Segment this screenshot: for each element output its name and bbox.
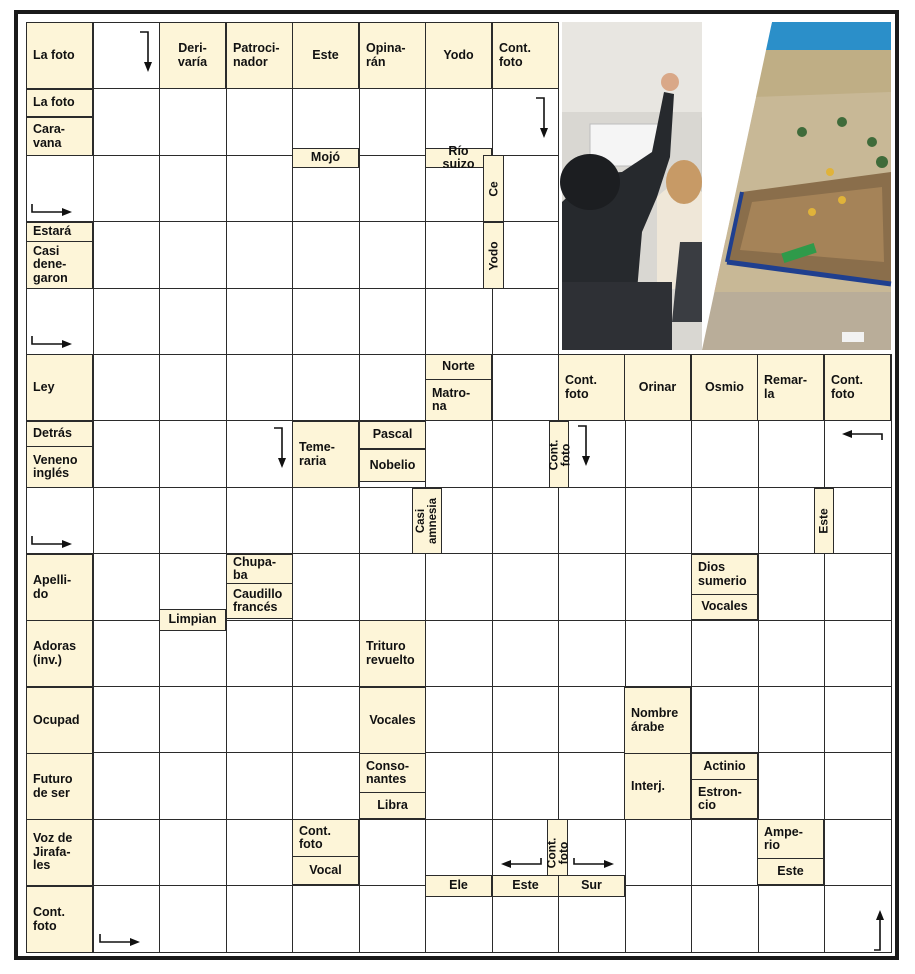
- clue-chupaba: Chupa- ba: [226, 554, 293, 584]
- answer-cell[interactable]: [292, 686, 360, 753]
- answer-cell[interactable]: [758, 553, 826, 620]
- clue-caudillo-frances: Caudillo francés: [226, 583, 293, 619]
- clue-caravana: Cara- vana: [26, 117, 93, 156]
- construction-photo: [702, 22, 891, 350]
- answer-cell[interactable]: [226, 819, 294, 886]
- clue-casi-denegaron: Casi dene- garon: [26, 241, 93, 289]
- construction-photo-image: [702, 22, 891, 350]
- clue-vocales-1: Vocales: [691, 594, 758, 620]
- clue-libra: Libra: [359, 792, 426, 819]
- answer-cell[interactable]: [691, 819, 759, 886]
- answer-cell[interactable]: [824, 752, 892, 819]
- answer-cell[interactable]: [93, 288, 161, 355]
- answer-cell[interactable]: [359, 885, 427, 952]
- clue-nombre-arabe: Nombre árabe: [624, 687, 691, 754]
- clue-cont-foto-vert: Cont. foto: [549, 421, 569, 488]
- clue-nobelio: Nobelio: [359, 449, 426, 482]
- answer-cell[interactable]: [159, 155, 227, 222]
- arrow-up-icon: [872, 908, 888, 957]
- answer-cell[interactable]: [226, 885, 294, 952]
- answer-cell[interactable]: [226, 354, 294, 421]
- arrow-left-icon: [840, 426, 884, 447]
- answer-cell[interactable]: [625, 420, 693, 487]
- answer-cell[interactable]: [824, 686, 892, 753]
- answer-cell[interactable]: [292, 88, 360, 155]
- answer-cell[interactable]: [226, 288, 294, 355]
- clue-derivaria: Deri- varía: [159, 22, 226, 89]
- clue-este-vert: Este: [814, 488, 834, 554]
- clue-temeraria: Teme- raria: [292, 421, 359, 488]
- clue-la-foto-top: La foto: [26, 22, 93, 89]
- clue-patrocinador: Patroci- nador: [226, 22, 293, 89]
- answer-cell[interactable]: [159, 420, 227, 487]
- answer-cell[interactable]: [359, 155, 427, 222]
- clue-estara: Estará: [26, 222, 93, 242]
- clue-yodo-vert: Yodo: [483, 222, 504, 289]
- answer-cell[interactable]: [625, 819, 693, 886]
- answer-cell[interactable]: [425, 686, 493, 753]
- clue-opinaran: Opina- rán: [359, 22, 426, 89]
- answer-cell[interactable]: [93, 221, 161, 288]
- clue-casi-amnesia: Casi amnesia: [412, 488, 442, 554]
- answer-cell[interactable]: [558, 686, 626, 753]
- clue-consonantes: Conso- nantes: [359, 753, 426, 793]
- clue-veneno-ingles: Veneno inglés: [26, 446, 93, 488]
- answer-cell[interactable]: [226, 221, 294, 288]
- arrow-down-icon: [138, 30, 154, 79]
- crossword-board: [26, 22, 891, 952]
- answer-cell[interactable]: [691, 487, 759, 554]
- answer-cell[interactable]: [758, 420, 826, 487]
- clue-interj: Interj.: [624, 753, 691, 820]
- answer-cell[interactable]: [292, 620, 360, 687]
- answer-cell[interactable]: [292, 221, 360, 288]
- answer-cell[interactable]: [492, 686, 560, 753]
- answer-cell[interactable]: [824, 487, 892, 554]
- answer-cell[interactable]: [558, 487, 626, 554]
- answer-cell[interactable]: [425, 288, 493, 355]
- clue-vocales-2: Vocales: [359, 687, 426, 754]
- answer-cell[interactable]: [824, 819, 892, 886]
- clue-este-b: Este: [757, 858, 824, 885]
- answer-cell[interactable]: [93, 420, 161, 487]
- answer-cell[interactable]: [93, 686, 161, 753]
- answer-cell[interactable]: [93, 553, 161, 620]
- clue-futuro-de-ser: Futuro de ser: [26, 753, 93, 820]
- arrow-down-icon: [272, 426, 288, 475]
- answer-cell[interactable]: [492, 553, 560, 620]
- answer-cell[interactable]: [758, 752, 826, 819]
- answer-cell[interactable]: [425, 420, 493, 487]
- answer-cell[interactable]: [226, 487, 294, 554]
- clue-yodo-top: Yodo: [425, 22, 492, 89]
- clue-este-top: Este: [292, 22, 359, 89]
- answer-cell[interactable]: [625, 553, 693, 620]
- answer-cell[interactable]: [93, 752, 161, 819]
- clue-limpian: Limpian: [159, 609, 226, 631]
- answer-cell[interactable]: [159, 487, 227, 554]
- clue-mojo: Mojó: [292, 148, 359, 168]
- answer-cell[interactable]: [691, 686, 759, 753]
- answer-cell[interactable]: [359, 553, 427, 620]
- answer-cell[interactable]: [359, 819, 427, 886]
- arrow-right-icon: [572, 856, 616, 877]
- clue-trituro: Trituro revuelto: [359, 620, 426, 687]
- answer-cell[interactable]: [292, 354, 360, 421]
- answer-cell[interactable]: [558, 620, 626, 687]
- clue-orinar: Orinar: [624, 354, 691, 421]
- answer-cell[interactable]: [159, 354, 227, 421]
- answer-cell[interactable]: [492, 288, 560, 355]
- answer-cell[interactable]: [425, 620, 493, 687]
- answer-cell[interactable]: [492, 752, 560, 819]
- answer-cell[interactable]: [425, 752, 493, 819]
- answer-cell[interactable]: [93, 620, 161, 687]
- answer-cell[interactable]: [758, 620, 826, 687]
- answer-cell[interactable]: [226, 686, 294, 753]
- clue-amperio: Ampe- rio: [757, 819, 824, 859]
- clue-matrona: Matro- na: [425, 379, 492, 421]
- answer-cell[interactable]: [492, 620, 560, 687]
- answer-cell[interactable]: [492, 487, 560, 554]
- answer-cell[interactable]: [93, 819, 161, 886]
- answer-cell[interactable]: [492, 354, 560, 421]
- answer-cell[interactable]: [758, 885, 826, 952]
- answer-cell[interactable]: [93, 354, 161, 421]
- clue-adoras: Adoras (inv.): [26, 620, 93, 687]
- clue-estroncio: Estron- cio: [691, 779, 758, 819]
- answer-cell[interactable]: [691, 420, 759, 487]
- answer-cell[interactable]: [824, 553, 892, 620]
- answer-cell[interactable]: [292, 288, 360, 355]
- clue-osmio: Osmio: [691, 354, 758, 421]
- clue-cont-foto-last: Cont. foto: [26, 886, 93, 953]
- answer-cell[interactable]: [625, 885, 693, 952]
- answer-cell[interactable]: [558, 752, 626, 819]
- answer-cell[interactable]: [625, 487, 693, 554]
- answer-cell[interactable]: [159, 752, 227, 819]
- arrow-right-icon: [98, 932, 142, 953]
- clue-cont-foto-b: Cont. foto: [292, 819, 359, 857]
- clue-dios-sumerio: Dios sumerio: [691, 554, 758, 595]
- arrow-right-icon: [30, 534, 74, 555]
- clue-actinio: Actinio: [691, 753, 758, 780]
- clue-cont-foto-top: Cont. foto: [492, 22, 559, 89]
- clue-cont-foto-r1: Cont. foto: [558, 354, 625, 421]
- answer-cell[interactable]: [558, 553, 626, 620]
- clue-la-foto-2: La foto: [26, 89, 93, 117]
- answer-cell[interactable]: [159, 221, 227, 288]
- clue-apellido: Apelli- do: [26, 554, 93, 621]
- clue-vocal: Vocal: [292, 856, 359, 885]
- answer-cell[interactable]: [758, 686, 826, 753]
- clue-detras: Detrás: [26, 421, 93, 447]
- clue-norte: Norte: [425, 354, 492, 380]
- clue-ele: Ele: [425, 875, 492, 897]
- arrow-down-icon: [576, 424, 592, 473]
- answer-cell[interactable]: [292, 752, 360, 819]
- answer-cell[interactable]: [159, 288, 227, 355]
- answer-cell[interactable]: [226, 620, 294, 687]
- clue-pascal: Pascal: [359, 421, 426, 449]
- answer-cell[interactable]: [625, 620, 693, 687]
- arrow-left-icon: [499, 856, 543, 877]
- answer-cell[interactable]: [824, 620, 892, 687]
- clue-remarla: Remar- la: [757, 354, 824, 421]
- answer-cell[interactable]: [159, 686, 227, 753]
- arrow-right-icon: [30, 334, 74, 355]
- answer-cell[interactable]: [226, 752, 294, 819]
- clue-ley: Ley: [26, 354, 93, 421]
- arrow-down-icon: [534, 96, 550, 145]
- answer-cell[interactable]: [292, 487, 360, 554]
- answer-cell[interactable]: [359, 88, 427, 155]
- answer-cell[interactable]: [159, 885, 227, 952]
- clue-este-bottom: Este: [492, 875, 559, 897]
- answer-cell[interactable]: [359, 288, 427, 355]
- answer-cell[interactable]: [226, 88, 294, 155]
- answer-cell[interactable]: [425, 553, 493, 620]
- answer-cell[interactable]: [292, 553, 360, 620]
- answer-cell[interactable]: [691, 620, 759, 687]
- answer-cell[interactable]: [359, 221, 427, 288]
- answer-cell[interactable]: [226, 155, 294, 222]
- clue-voz-jirafales: Voz de Jirafa- les: [26, 819, 93, 886]
- answer-cell[interactable]: [359, 354, 427, 421]
- answer-cell[interactable]: [159, 819, 227, 886]
- clue-cont-foto-r2: Cont. foto: [824, 354, 891, 421]
- clue-cont-foto-vert2: Cont. foto: [547, 819, 568, 886]
- answer-cell[interactable]: [159, 88, 227, 155]
- answer-cell[interactable]: [292, 885, 360, 952]
- clue-sur: Sur: [558, 875, 625, 897]
- clue-ce: Ce: [483, 155, 504, 222]
- answer-cell[interactable]: [93, 88, 161, 155]
- answer-cell[interactable]: [93, 155, 161, 222]
- arrow-right-icon: [30, 202, 74, 223]
- clue-rio-suizo: Río suizo: [425, 148, 492, 168]
- clue-ocupad: Ocupad: [26, 687, 93, 754]
- answer-cell[interactable]: [691, 885, 759, 952]
- answer-cell[interactable]: [93, 487, 161, 554]
